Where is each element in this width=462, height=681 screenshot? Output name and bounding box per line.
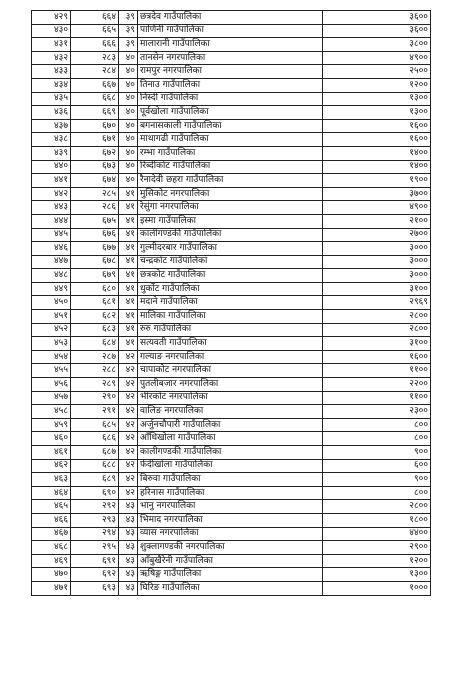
- table-row: [32, 432, 431, 446]
- table-row: [32, 133, 431, 147]
- local-body-name-cell: पाणिनी गाउँपालिका: [138, 24, 323, 38]
- local-body-name-cell: बगनासकाली गाउँपालिका: [138, 119, 323, 133]
- local-body-name-cell: पूर्वखोला गाउँपालिका: [138, 106, 323, 120]
- local-body-code-cell: ६८७: [71, 446, 119, 460]
- local-body-code-cell: ६९१: [71, 554, 119, 568]
- local-body-name-cell: ऋषिङ्ग गाउँपालिका: [138, 568, 323, 582]
- amount-cell: २२००: [323, 378, 431, 392]
- district-code-cell: ३९: [119, 11, 138, 25]
- local-body-code-cell: ६७५: [71, 214, 119, 228]
- local-body-code-cell: ६६४: [71, 11, 119, 25]
- amount-cell: ३८००: [323, 38, 431, 52]
- amount-cell: १९००: [323, 174, 431, 188]
- amount-cell: १६००: [323, 133, 431, 147]
- local-body-code-cell: २९३: [71, 513, 119, 527]
- amount-cell: १२००: [323, 554, 431, 568]
- serial-number-cell: ४५९: [32, 418, 71, 432]
- district-code-cell: ४१: [119, 337, 138, 351]
- table-row: [32, 228, 431, 242]
- district-code-cell: ४१: [119, 187, 138, 201]
- local-body-code-cell: २८९: [71, 378, 119, 392]
- amount-cell: २९००: [323, 541, 431, 555]
- district-code-cell: ४२: [119, 446, 138, 460]
- amount-cell: ३१००: [323, 337, 431, 351]
- serial-number-cell: ४६७: [32, 527, 71, 541]
- local-body-code-cell: ६९३: [71, 581, 119, 595]
- local-body-code-cell: ६६९: [71, 106, 119, 120]
- local-body-code-cell: ६८३: [71, 323, 119, 337]
- local-body-code-cell: ६६६: [71, 38, 119, 52]
- local-body-name-cell: आँधिखोला गाउँपालिका: [138, 432, 323, 446]
- district-code-cell: ४१: [119, 269, 138, 283]
- amount-cell: ३६००: [323, 24, 431, 38]
- serial-number-cell: ४३२: [32, 51, 71, 65]
- serial-number-cell: ४६३: [32, 473, 71, 487]
- local-body-code-cell: ६६५: [71, 24, 119, 38]
- local-body-name-cell: हरिनास गाउँपालिका: [138, 486, 323, 500]
- table-row: [32, 38, 431, 52]
- district-code-cell: ४०: [119, 160, 138, 174]
- serial-number-cell: ४६६: [32, 513, 71, 527]
- district-code-cell: ४२: [119, 486, 138, 500]
- local-body-name-cell: आँबुखैरेनी गाउँपालिका: [138, 554, 323, 568]
- table-row: [32, 174, 431, 188]
- serial-number-cell: ४३०: [32, 24, 71, 38]
- table-row: [32, 473, 431, 487]
- amount-cell: ९००: [323, 473, 431, 487]
- local-body-code-cell: ६७९: [71, 269, 119, 283]
- amount-cell: ३०००: [323, 242, 431, 256]
- table-row: [32, 446, 431, 460]
- local-body-code-cell: २९१: [71, 405, 119, 419]
- table-row: [32, 418, 431, 432]
- table-row: [32, 500, 431, 514]
- district-code-cell: ४१: [119, 310, 138, 324]
- local-body-name-cell: व्यास नगरपालिका: [138, 527, 323, 541]
- district-code-cell: ४१: [119, 228, 138, 242]
- district-code-cell: ४०: [119, 146, 138, 160]
- district-code-cell: ४२: [119, 418, 138, 432]
- amount-cell: ८००: [323, 432, 431, 446]
- local-body-name-cell: तिनाउ गाउँपालिका: [138, 78, 323, 92]
- local-body-code-cell: २८६: [71, 201, 119, 215]
- table-row: [32, 65, 431, 79]
- amount-cell: १६००: [323, 119, 431, 133]
- district-code-cell: ४३: [119, 500, 138, 514]
- local-body-code-cell: ६७१: [71, 133, 119, 147]
- district-code-cell: ४१: [119, 242, 138, 256]
- amount-cell: १८००: [323, 513, 431, 527]
- local-body-code-cell: २८५: [71, 187, 119, 201]
- table-row: [32, 391, 431, 405]
- amount-cell: १६००: [323, 350, 431, 364]
- district-code-cell: ४०: [119, 92, 138, 106]
- local-body-name-cell: अर्जुनचौपारी गाउँपालिका: [138, 418, 323, 432]
- serial-number-cell: ४५७: [32, 391, 71, 405]
- amount-cell: ४९००: [323, 51, 431, 65]
- serial-number-cell: ४६५: [32, 500, 71, 514]
- local-body-code-cell: ६७८: [71, 255, 119, 269]
- local-body-name-cell: वालिङ नगरपालिका: [138, 405, 323, 419]
- serial-number-cell: ४६४: [32, 486, 71, 500]
- serial-number-cell: ४६१: [32, 446, 71, 460]
- table-row: [32, 92, 431, 106]
- serial-number-cell: ४४९: [32, 282, 71, 296]
- table-row: [32, 405, 431, 419]
- table-row: [32, 11, 431, 25]
- local-body-name-cell: रम्भा गाउँपालिका: [138, 146, 323, 160]
- serial-number-cell: ४५२: [32, 323, 71, 337]
- district-code-cell: ४०: [119, 119, 138, 133]
- district-code-cell: ४१: [119, 214, 138, 228]
- local-body-code-cell: ६६७: [71, 78, 119, 92]
- serial-number-cell: ४६८: [32, 541, 71, 555]
- district-code-cell: ४२: [119, 405, 138, 419]
- municipality-allocation-table: [31, 10, 431, 596]
- local-body-name-cell: मालारानी गाउँपालिका: [138, 38, 323, 52]
- local-body-code-cell: २९४: [71, 527, 119, 541]
- amount-cell: २३००: [323, 405, 431, 419]
- local-body-code-cell: ६८८: [71, 459, 119, 473]
- district-code-cell: ४०: [119, 106, 138, 120]
- table-row: [32, 282, 431, 296]
- amount-cell: ११००: [323, 364, 431, 378]
- district-code-cell: ४३: [119, 581, 138, 595]
- table-row: [32, 296, 431, 310]
- serial-number-cell: ४४०: [32, 160, 71, 174]
- local-body-name-cell: शुक्लागण्डकी नगरपालिका: [138, 541, 323, 555]
- local-body-name-cell: मुसिकोट नगरपालिका: [138, 187, 323, 201]
- serial-number-cell: ४५४: [32, 350, 71, 364]
- local-body-name-cell: मदाने गाउँपालिका: [138, 296, 323, 310]
- amount-cell: १३००: [323, 568, 431, 582]
- district-code-cell: ४१: [119, 323, 138, 337]
- serial-number-cell: ४३७: [32, 119, 71, 133]
- serial-number-cell: ४३१: [32, 38, 71, 52]
- amount-cell: ८००: [323, 486, 431, 500]
- table-row: [32, 350, 431, 364]
- amount-cell: २५००: [323, 65, 431, 79]
- local-body-name-cell: चन्द्रकोट गाउँपालिका: [138, 255, 323, 269]
- serial-number-cell: ४६२: [32, 459, 71, 473]
- table-row: [32, 364, 431, 378]
- local-body-code-cell: २८८: [71, 364, 119, 378]
- local-body-name-cell: धुर्कोट गाउँपालिका: [138, 282, 323, 296]
- local-body-code-cell: ६९०: [71, 486, 119, 500]
- table-row: [32, 201, 431, 215]
- table-row: [32, 554, 431, 568]
- table-row: [32, 378, 431, 392]
- district-code-cell: ४१: [119, 201, 138, 215]
- district-code-cell: ४२: [119, 473, 138, 487]
- district-code-cell: ४०: [119, 78, 138, 92]
- amount-cell: ३६००: [323, 11, 431, 25]
- local-body-name-cell: इस्मा गाउँपालिका: [138, 214, 323, 228]
- amount-cell: ६००: [323, 459, 431, 473]
- local-body-name-cell: गल्याङ नगरपालिका: [138, 350, 323, 364]
- local-body-code-cell: ६८५: [71, 418, 119, 432]
- local-body-code-cell: ६७०: [71, 119, 119, 133]
- serial-number-cell: ४४७: [32, 255, 71, 269]
- local-body-name-cell: छत्रदेव गाउँपालिका: [138, 11, 323, 25]
- table-row: [32, 51, 431, 65]
- serial-number-cell: ४३५: [32, 92, 71, 106]
- serial-number-cell: ४५५: [32, 364, 71, 378]
- local-body-name-cell: तानसेन नगरपालिका: [138, 51, 323, 65]
- district-code-cell: ४३: [119, 527, 138, 541]
- district-code-cell: ४०: [119, 174, 138, 188]
- district-code-cell: ३९: [119, 38, 138, 52]
- district-code-cell: ४२: [119, 378, 138, 392]
- amount-cell: १३००: [323, 106, 431, 120]
- local-body-name-cell: रैनादेवी छहरा गाउँपालिका: [138, 174, 323, 188]
- amount-cell: २१००: [323, 214, 431, 228]
- serial-number-cell: ४६०: [32, 432, 71, 446]
- amount-cell: १४००: [323, 160, 431, 174]
- district-code-cell: ४२: [119, 364, 138, 378]
- district-code-cell: ४१: [119, 282, 138, 296]
- local-body-name-cell: रामपुर नगरपालिका: [138, 65, 323, 79]
- table-row: [32, 24, 431, 38]
- local-body-code-cell: २९२: [71, 500, 119, 514]
- local-body-code-cell: ६७७: [71, 242, 119, 256]
- local-body-name-cell: भानु नगरपालिका: [138, 500, 323, 514]
- table-row: [32, 255, 431, 269]
- table-row: [32, 541, 431, 555]
- serial-number-cell: ४५१: [32, 310, 71, 324]
- serial-number-cell: ४३८: [32, 133, 71, 147]
- district-code-cell: ४०: [119, 51, 138, 65]
- local-body-name-cell: भिमाद नगरपालिका: [138, 513, 323, 527]
- local-body-code-cell: ६७४: [71, 174, 119, 188]
- district-code-cell: ४३: [119, 541, 138, 555]
- local-body-code-cell: २९५: [71, 541, 119, 555]
- amount-cell: १२००: [323, 78, 431, 92]
- local-body-code-cell: ६८६: [71, 432, 119, 446]
- table-row: [32, 581, 431, 595]
- amount-cell: ११००: [323, 391, 431, 405]
- serial-number-cell: ४४५: [32, 228, 71, 242]
- serial-number-cell: ४५०: [32, 296, 71, 310]
- local-body-name-cell: छत्रकोट गाउँपालिका: [138, 269, 323, 283]
- serial-number-cell: ४५८: [32, 405, 71, 419]
- allocation-table-page: [31, 10, 431, 596]
- amount-cell: २७००: [323, 228, 431, 242]
- serial-number-cell: ४६९: [32, 554, 71, 568]
- district-code-cell: ४३: [119, 513, 138, 527]
- amount-cell: २९६९: [323, 296, 431, 310]
- local-body-name-cell: चापाकोट नगरपालिका: [138, 364, 323, 378]
- amount-cell: ४९००: [323, 201, 431, 215]
- amount-cell: २८००: [323, 500, 431, 514]
- table-row: [32, 106, 431, 120]
- amount-cell: २८००: [323, 310, 431, 324]
- local-body-code-cell: २८७: [71, 350, 119, 364]
- local-body-name-cell: भीरकोट नगरपालिका: [138, 391, 323, 405]
- table-row: [32, 187, 431, 201]
- local-body-name-cell: रिब्दीकोट गाउँपालिका: [138, 160, 323, 174]
- table-row: [32, 78, 431, 92]
- local-body-name-cell: रुरु गाउँपालिका: [138, 323, 323, 337]
- district-code-cell: ४२: [119, 350, 138, 364]
- serial-number-cell: ४३४: [32, 78, 71, 92]
- district-code-cell: ४१: [119, 296, 138, 310]
- table-row: [32, 323, 431, 337]
- local-body-name-cell: फेदीखोला गाउँपालिका: [138, 459, 323, 473]
- amount-cell: ३७००: [323, 187, 431, 201]
- local-body-code-cell: २८३: [71, 51, 119, 65]
- serial-number-cell: ४४६: [32, 242, 71, 256]
- local-body-name-cell: निस्दी गाउँपालिका: [138, 92, 323, 106]
- table-row: [32, 214, 431, 228]
- serial-number-cell: ४५३: [32, 337, 71, 351]
- serial-number-cell: ४४३: [32, 201, 71, 215]
- local-body-code-cell: २९०: [71, 391, 119, 405]
- local-body-code-cell: ६६८: [71, 92, 119, 106]
- local-body-name-cell: कालीगण्डकी गाउँपालिका: [138, 228, 323, 242]
- district-code-cell: ४०: [119, 65, 138, 79]
- local-body-code-cell: ६९२: [71, 568, 119, 582]
- serial-number-cell: ४२९: [32, 11, 71, 25]
- amount-cell: ९००: [323, 446, 431, 460]
- local-body-name-cell: सत्यवती गाउँपालिका: [138, 337, 323, 351]
- local-body-code-cell: ६८९: [71, 473, 119, 487]
- table-row: [32, 160, 431, 174]
- serial-number-cell: ४७०: [32, 568, 71, 582]
- table-body: [32, 11, 431, 596]
- local-body-name-cell: माथागढी गाउँपालिका: [138, 133, 323, 147]
- serial-number-cell: ४४१: [32, 174, 71, 188]
- local-body-code-cell: ६८४: [71, 337, 119, 351]
- local-body-name-cell: कालीगण्डकी गाउँपालिका: [138, 446, 323, 460]
- table-row: [32, 337, 431, 351]
- table-row: [32, 269, 431, 283]
- amount-cell: १४००: [323, 146, 431, 160]
- local-body-name-cell: बिरुवा गाउँपालिका: [138, 473, 323, 487]
- local-body-code-cell: ६८०: [71, 282, 119, 296]
- serial-number-cell: ४४४: [32, 214, 71, 228]
- local-body-name-cell: पुतलीबजार नगरपालिका: [138, 378, 323, 392]
- local-body-name-cell: गुल्मीदरबार गाउँपालिका: [138, 242, 323, 256]
- serial-number-cell: ४३६: [32, 106, 71, 120]
- district-code-cell: ४२: [119, 432, 138, 446]
- amount-cell: ३०००: [323, 269, 431, 283]
- local-body-code-cell: ६७३: [71, 160, 119, 174]
- district-code-cell: ३९: [119, 24, 138, 38]
- amount-cell: २८००: [323, 323, 431, 337]
- amount-cell: १०००: [323, 581, 431, 595]
- local-body-name-cell: घिरिङ गाउँपालिका: [138, 581, 323, 595]
- table-row: [32, 513, 431, 527]
- local-body-code-cell: ६८१: [71, 296, 119, 310]
- amount-cell: ८००: [323, 418, 431, 432]
- table-row: [32, 459, 431, 473]
- serial-number-cell: ४३३: [32, 65, 71, 79]
- table-row: [32, 486, 431, 500]
- local-body-name-cell: मालिका गाउँपालिका: [138, 310, 323, 324]
- table-row: [32, 119, 431, 133]
- local-body-name-cell: रेसुंगा नगरपालिका: [138, 201, 323, 215]
- table-row: [32, 310, 431, 324]
- district-code-cell: ४३: [119, 554, 138, 568]
- table-row: [32, 527, 431, 541]
- amount-cell: १३००: [323, 92, 431, 106]
- district-code-cell: ४३: [119, 568, 138, 582]
- table-row: [32, 568, 431, 582]
- amount-cell: ४४००: [323, 527, 431, 541]
- serial-number-cell: ४७१: [32, 581, 71, 595]
- table-row: [32, 146, 431, 160]
- serial-number-cell: ४५६: [32, 378, 71, 392]
- district-code-cell: ४२: [119, 459, 138, 473]
- serial-number-cell: ४३९: [32, 146, 71, 160]
- serial-number-cell: ४४२: [32, 187, 71, 201]
- serial-number-cell: ४४८: [32, 269, 71, 283]
- local-body-code-cell: ६७६: [71, 228, 119, 242]
- district-code-cell: ४२: [119, 391, 138, 405]
- local-body-code-cell: ६७२: [71, 146, 119, 160]
- local-body-code-cell: २८४: [71, 65, 119, 79]
- table-row: [32, 242, 431, 256]
- district-code-cell: ४०: [119, 133, 138, 147]
- local-body-code-cell: ६८२: [71, 310, 119, 324]
- district-code-cell: ४१: [119, 255, 138, 269]
- amount-cell: ३०००: [323, 255, 431, 269]
- amount-cell: ३१००: [323, 282, 431, 296]
